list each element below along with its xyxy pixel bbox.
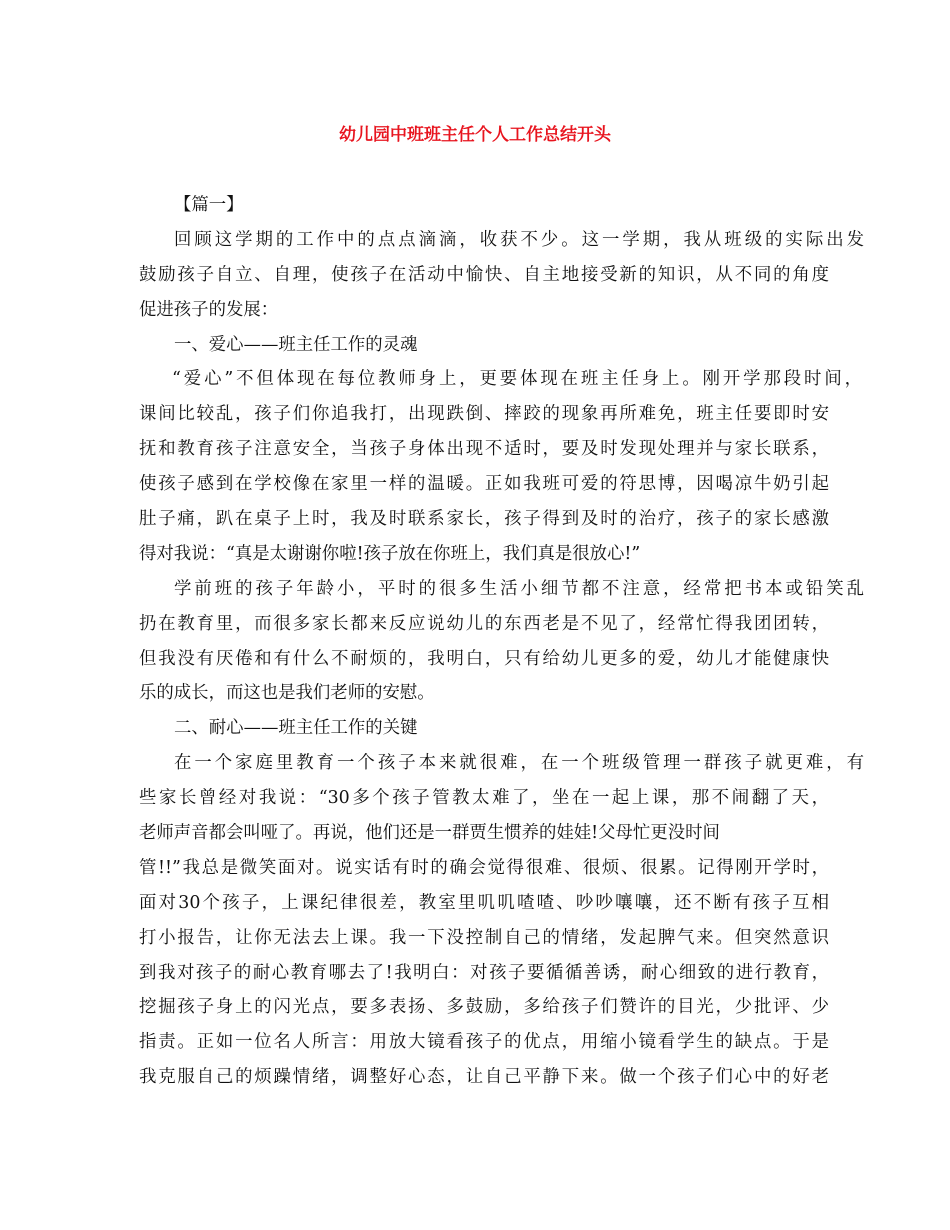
paragraph-line: 面对30个孩子，上课纪律很差，教室里叽叽喳喳、吵吵嚷嚷，还不断有孩子互相 bbox=[139, 892, 829, 913]
paragraph-line: 鼓励孩子自立、自理，使孩子在活动中愉快、自主地接受新的知识，从不同的角度 bbox=[139, 264, 829, 285]
subsection-heading: 一、爱心——班主任工作的灵魂 bbox=[174, 334, 418, 355]
paragraph-line: 课间比较乱，孩子们你追我打，出现跌倒、摔跤的现象再所难免，班主任要即时安 bbox=[139, 404, 829, 425]
paragraph-line: 扔在教育里，而很多家长都来反应说幼儿的东西老是不见了，经常忙得我团团转， bbox=[139, 613, 829, 634]
paragraph-line: 得对我说：“真是太谢谢你啦!孩子放在你班上，我们真是很放心!” bbox=[139, 543, 641, 564]
paragraph-line: 挖掘孩子身上的闪光点，要多表扬、多鼓励，多给孩子们赞许的目光，少批评、少 bbox=[139, 997, 829, 1018]
subsection-heading: 二、耐心——班主任工作的关键 bbox=[174, 718, 418, 739]
paragraph-line: “爱心”不但体现在每位教师身上，更要体现在班主任身上。刚开学那段时间， bbox=[172, 369, 862, 390]
section-heading: 【篇一】 bbox=[174, 195, 244, 215]
paragraph-line: 促进孩子的发展： bbox=[139, 299, 279, 320]
document-body bbox=[139, 188, 864, 1095]
paragraph-line: 但我没有厌倦和有什么不耐烦的，我明白，只有给幼儿更多的爱，幼儿才能健康快 bbox=[139, 648, 829, 669]
paragraph-line: 我克服自己的烦躁情绪，调整好心态，让自己平静下来。做一个孩子们心中的好老 bbox=[139, 1067, 829, 1088]
paragraph-line: 回顾这学期的工作中的点点滴滴，收获不少。这一学期，我从班级的实际出发 bbox=[174, 229, 864, 250]
paragraph-line: 指责。正如一位名人所言：用放大镜看孩子的优点，用缩小镜看学生的缺点。于是 bbox=[139, 1032, 829, 1053]
paragraph-line: 打小报告，让你无法去上课。我一下没控制自己的情绪，发起脾气来。但突然意识 bbox=[139, 927, 829, 948]
paragraph-line: 在一个家庭里教育一个孩子本来就很难，在一个班级管理一群孩子就更难，有 bbox=[174, 753, 864, 774]
paragraph-line: 肚子痛，趴在桌子上时，我及时联系家长，孩子得到及时的治疗，孩子的家长感激 bbox=[139, 509, 829, 530]
document-title: 幼儿园中班班主任个人工作总结开头 bbox=[339, 125, 611, 145]
paragraph-line: 学前班的孩子年龄小，平时的很多生活小细节都不注意，经常把书本或铅笑乱 bbox=[174, 578, 864, 599]
paragraph-line: 到我对孩子的耐心教育哪去了!我明白：对孩子要循循善诱，耐心细致的进行教育， bbox=[139, 962, 829, 983]
paragraph-line: 老师声音都会叫哑了。再说，他们还是一群贾生惯养的娃娃!父母忙更没时间 bbox=[139, 823, 720, 844]
paragraph-line: 管!!”我总是微笑面对。说实话有时的确会觉得很难、很烦、很累。记得刚开学时， bbox=[139, 857, 829, 878]
paragraph-line: 使孩子感到在学校像在家里一样的温暖。正如我班可爱的符思博，因喝凉牛奶引起 bbox=[139, 474, 829, 495]
paragraph-line: 些家长曾经对我说：“30多个孩子管教太难了，坐在一起上课，那不闹翻了天， bbox=[139, 788, 829, 809]
paragraph-line: 乐的成长，而这也是我们老师的安慰。 bbox=[139, 683, 435, 704]
paragraph-line: 抚和教育孩子注意安全，当孩子身体出现不适时，要及时发现处理并与家长联系， bbox=[139, 439, 829, 460]
